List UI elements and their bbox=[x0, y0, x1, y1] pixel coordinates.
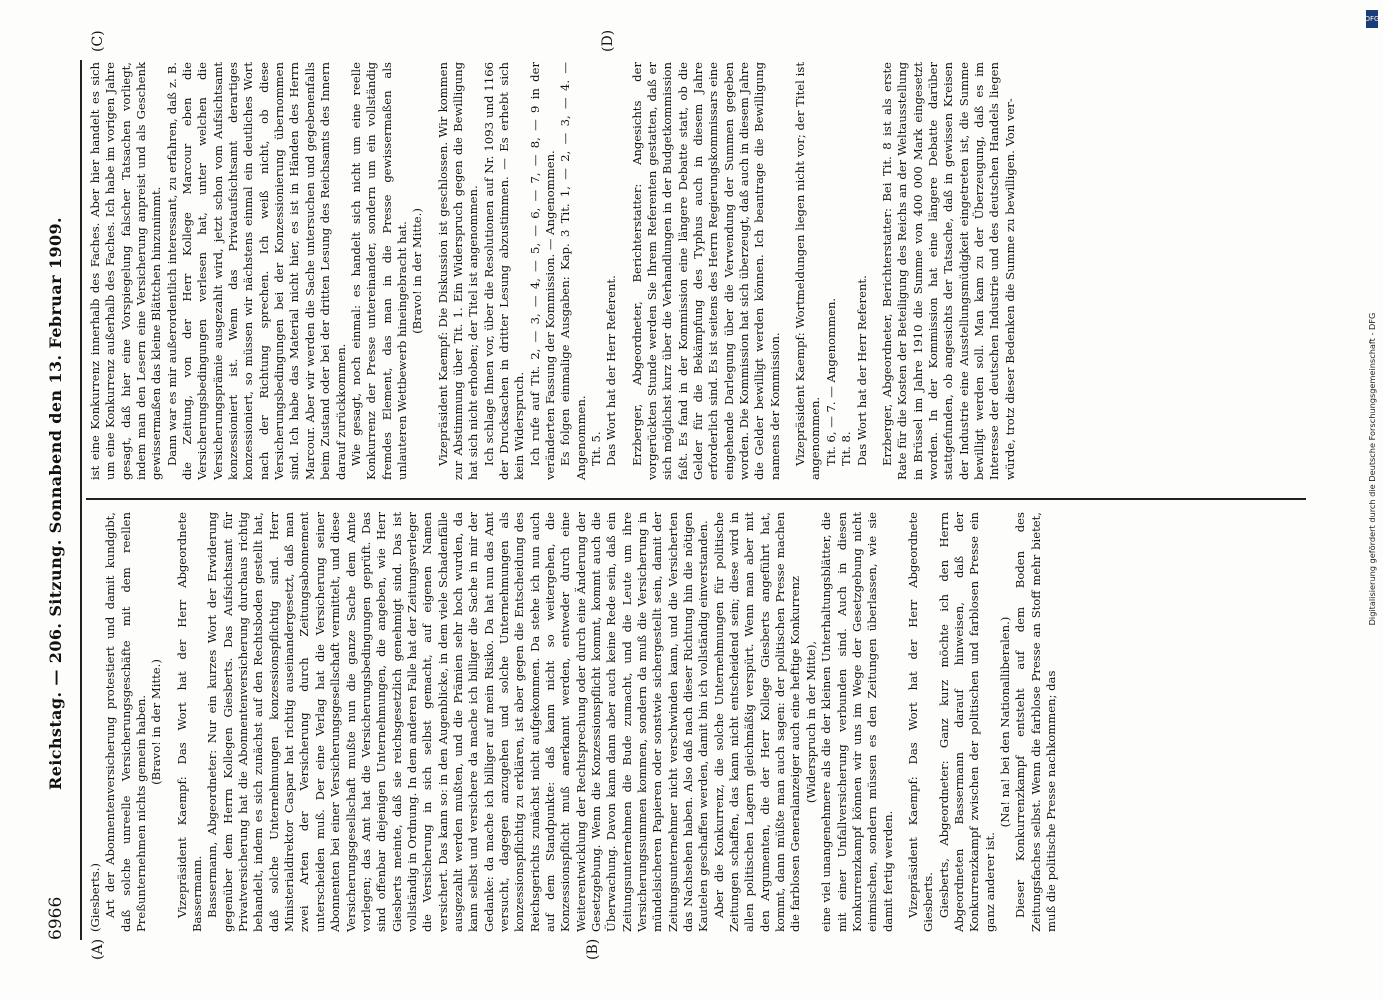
right-column-paragraph: Erzberger, Abgeordneter, Berichterstatter: Angesichts der vorgerückten Stunde werden Sie Ihrem Referenten gestatten, daß er sich möglichst kurz über die Verhandlungen in der Budgetkommission faßt. Es fand in der Kommission eine längere Debatte statt, ob die Gelder für die Bekämpfung des Typhus auch in diesem Jahre erforderlich sind. Es ist seitens des Herrn Regierungskommissars eine eingehende Darlegung über die Verwendung der Summen gegeben worden. Die Kommission hat sich überzeugt, daß auch in diesem Jahre die Gelder bewilligt werden können. Ich beantrage die Bewilligung namens der Kommission. bbox=[629, 62, 782, 480]
right-column-paragraph: Tit. 5. bbox=[589, 431, 603, 466]
credit-text: Digitalisierung gefördert durch die Deutsche Forschungsgemeinschaft - DFG bbox=[1367, 312, 1377, 626]
left-column-paragraph: eine viel unangenehmere als die der kleinen Unterhaltungsblätter, die mit einer Unfallversicherung verbunden sind. Auch in diesen Konkurrenzkampf können wir uns im Wege der Gesetzgebung nicht einmischen, sondern müssen es den Zeitungen überlassen, wie sie damit fertig werden. bbox=[819, 512, 895, 932]
margin-mark-d: (D) bbox=[600, 29, 616, 52]
left-column-paragraph: (Na! na! bei den Nationalliberalen.) bbox=[997, 616, 1012, 828]
column-divider bbox=[86, 498, 1306, 500]
left-column bbox=[88, 512, 1059, 932]
right-column-paragraph: Tit. 6, — 7. — Angenommen. bbox=[823, 297, 838, 466]
left-column-paragraph: Aber die Konkurrenz, die solche Unternehmungen für politische Zeitungen schaffen, das kann nicht entscheidend sein; diese wird in allen politischen Lagern gleichmäßig verspürt. Wenn man aber mit den Argumenten, die der Herr Kollege Giesberts angeführt hat, kommt, dann müßte man auch sagen: der politischen Presse machen die farblosen Generalanzeiger auch eine heftige Konkurrenz bbox=[711, 512, 803, 932]
right-column-paragraph: Es folgen einmalige Ausgaben: Kap. 3 Tit. 1, — 2, — 3, — 4. — Angenommen. bbox=[558, 62, 588, 480]
right-column-paragraph: Das Wort hat der Herr Referent. bbox=[854, 275, 869, 466]
left-column-paragraph: Giesberts, Abgeordneter: Ganz kurz möchte ich den Herrn Abgeordneten Bassermann darauf hinweisen, daß der Konkurrenzkampf zwischen der politischen und farblosen Presse ein ganz anderer ist. bbox=[936, 512, 997, 932]
page-number: 6966 bbox=[46, 896, 66, 940]
right-column-paragraph: ist eine Konkurrenz innerhalb des Faches. Aber hier handelt es sich um eine Konkurrenz außerhalb des Faches. Ich habe im vorigen Jahre gesagt, daß hier eine Vorspiegelung falscher Tatsachen vorliegt, indem man den Lesern eine Versicherung anpreist und als Geschenk gewissermaßen das kleine Blättchen hinzunimmt. bbox=[88, 62, 164, 480]
page-header bbox=[40, 60, 72, 940]
left-column-paragraph: (Widerspruch in der Mitte), bbox=[803, 640, 818, 804]
right-column-paragraph: Vizepräsident Kaempf: Wortmeldungen liegen nicht vor; der Titel ist angenommen. bbox=[793, 62, 823, 480]
left-column-paragraph: Art der Abonnentenversicherung protestiert und damit kundgibt, daß solche unreelle Versicherungsgeschäfte mit dem reellen Preßunternehmen nichts gemein haben. bbox=[103, 512, 149, 932]
header-rule bbox=[80, 60, 82, 940]
right-column bbox=[88, 62, 1018, 480]
page-title: Reichstag. — 206. Sitzung. Sonnabend den 13. Februar 1909. bbox=[46, 216, 65, 790]
left-column-paragraph: (Giesberts.) bbox=[88, 863, 102, 932]
right-column-paragraph: Das Wort hat der Herr Referent. bbox=[604, 275, 619, 466]
dfg-logo: DFG bbox=[1366, 10, 1378, 28]
right-column-paragraph: (Bravo! in der Mitte.) bbox=[410, 208, 425, 334]
left-column-paragraph: Vizepräsident Kaempf: Das Wort hat der Herr Abgeordnete Giesberts. bbox=[905, 512, 936, 932]
right-column-paragraph: Ich schlage Ihnen vor, über die Resolutionen auf Nr. 1093 und 1166 der Drucksachen in dritter Lesung abzustimmen. — Es erhebt sich kein Widerspruch. bbox=[481, 62, 527, 480]
left-column-paragraph: Dieser Konkurrenzkampf entsteht auf dem Boden des Zeitungsfaches selbst. Wenn die farblose Presse an Stoff mehr bietet, muß die politische Presse nachkommen; das bbox=[1013, 512, 1058, 932]
right-column-paragraph: Vizepräsident Kaempf: Die Diskussion ist geschlossen. Wir kommen zur Abstimmung über Tit. 1. Ein Widerspruch gegen die Bewilligung hat sich nicht erhoben; der Titel ist angenommen. bbox=[435, 62, 481, 480]
right-column-paragraph: Ich rufe auf Tit. 2, — 3, — 4, — 5, — 6, — 7, — 8, — 9 in der veränderten Fassung der Kommission. — Angenommen. bbox=[527, 62, 557, 480]
left-column-paragraph: Bassermann, Abgeordneter: Nur ein kurzes Wort der Erwiderung gegenüber dem Herrn Kollegen Giesberts. Das Aufsichtsamt für Privatversicherung hat die Abonnentenversicherung durchaus richtig behandelt, indem es sich zunächst auf den Rechtsboden gestellt hat, daß solche Unternehmungen konzessionspflichtig sind. Herr Ministerialdirektor Caspar hat richtig auseinandergesetzt, daß man zwei Arten der Versicherung durch Zeitungsabonnement unterscheiden muß. Der eine Verlag hat die Versicherung seiner Abonnenten bei einer Versicherungsgesellschaft vermittelt, und diese Versicherungsgesellschaft mußte nun die ganze Sache dem Amte vorlegen; das Amt hat die Versicherungsbedingungen geprüft. Das sind offenbar diejenigen Unternehmungen, die angeben, wie Herr Giesberts meinte, daß sie reichsgesetzlich genehmigt sind. Das ist vollständig in Ordnung. In dem anderen Falle hat der Zeitungsverleger die Versicherung in sich selbst gemacht, auf eigenen Namen versichert. Das kann so: in den Augenblicke, in dem viele Schadenfälle ausgezahlt werden mußten, und die Prämien sehr hoch wurden, da kann selbst und versichere da mache ich billiger die Sache in mir der Gedanke: da mache ich billiger auf mein Risiko. Da hat nun das Amt versucht, dagegen anzugehen und solche Unternehmungen als konzessionspflichtig zu erklären, ist aber gegen die Entscheidung des Reichsgerichts zunächst nicht aufgekommen. Da stehe ich nun auch auf dem Standpunkte: daß kann nicht so weitergehen, die Konzessionspflicht muß anerkannt werden, entweder durch eine Weiterentwicklung der Rechtsprechung oder durch eine Änderung der Gesetzgebung. Wenn die Konzessionspflicht kommt, kommt auch die Überwachung. Davon kann dann aber auch keine Rede sein, daß ein Zeitungsunternehmen die Bude zumacht, und die Leute um ihre Versicherungssummen kommen, sondern da muß die Versicherung in mündelsicheren Papieren oder sonstwie sichergestellt sein, damit der Zeitungsunternehmer nicht verschwinden kann, und die Versicherten das Nachsehen haben. Also daß nach dieser Richtung hin die nötigen Kautelen geschaffen werden, damit bin ich vollständig einverstanden. bbox=[205, 512, 711, 932]
right-column-paragraph: Wie gesagt, noch einmal: es handelt sich nicht um eine reelle Konkurrenz der Presse untereinander, sondern um ein vollständig fremdes Element, das man in die Presse gewissermaßen als unlauteren Wettbewerb hineingebracht hat. bbox=[348, 62, 409, 480]
margin-mark-b: (B) bbox=[585, 938, 601, 960]
left-column-paragraph: (Bravo! in der Mitte.) bbox=[149, 659, 164, 785]
margin-mark-a: (A) bbox=[90, 938, 106, 960]
right-column-paragraph: Dann war es mir außerordentlich interessant, zu erfahren, daß z. B. die Zeitung, von der Herr Kollege Marcour eben die Versicherungsbedingungen verlesen hat, unter welchen die Versicherungsprämie ausgezahlt wird, jetzt schon vom Aufsichtsamt konzessioniert ist. Wenn das Privataufsichtsamt derartiges konzessioniert, so müssen wir nächstens einmal ein deutliches Wort nach der Richtung sprechen. Ich weiß nicht, ob diese Versicherungsbedingungen bei der Konzessionierung übernommen sind. Ich habe das Material nicht hier, es ist in Händen des Herrn Marcour. Aber wir werden die Sache untersuchen und gegebenenfalls beim Zustand oder bei der dritten Lesung des Reichsamts des Innern darauf zurückkommen. bbox=[164, 62, 348, 480]
right-column-paragraph: Erzberger, Abgeordneter, Berichterstatter: Bei Tit. 8 ist als erste Rate für die Kosten der Beteiligung des Reichs an der Weltausstellung in Brüssel im Jahre 1910 die Summe von 400 000 Mark eingesetzt worden. In der Kommission hat eine längere Debatte darüber stattgefunden, ob angesichts der Tatsache, daß in gewissen Kreisen der Industrie eine Ausstellungsmüdigkeit eingetreten ist, die Summe bewilligt werden soll. Man kam zu der Überzeugung, daß es im Interesse der deutschen Industrie und des deutschen Handels liegen würde, trotz dieser Bedenken die Summe zu bewilligen. Von ver- bbox=[879, 62, 1017, 480]
margin-mark-c: (C) bbox=[90, 30, 106, 52]
left-column-paragraph: Vizepräsident Kaempf: Das Wort hat der Herr Abgeordnete Bassermann. bbox=[174, 512, 205, 932]
right-column-paragraph: Tit. 8. bbox=[839, 431, 854, 466]
